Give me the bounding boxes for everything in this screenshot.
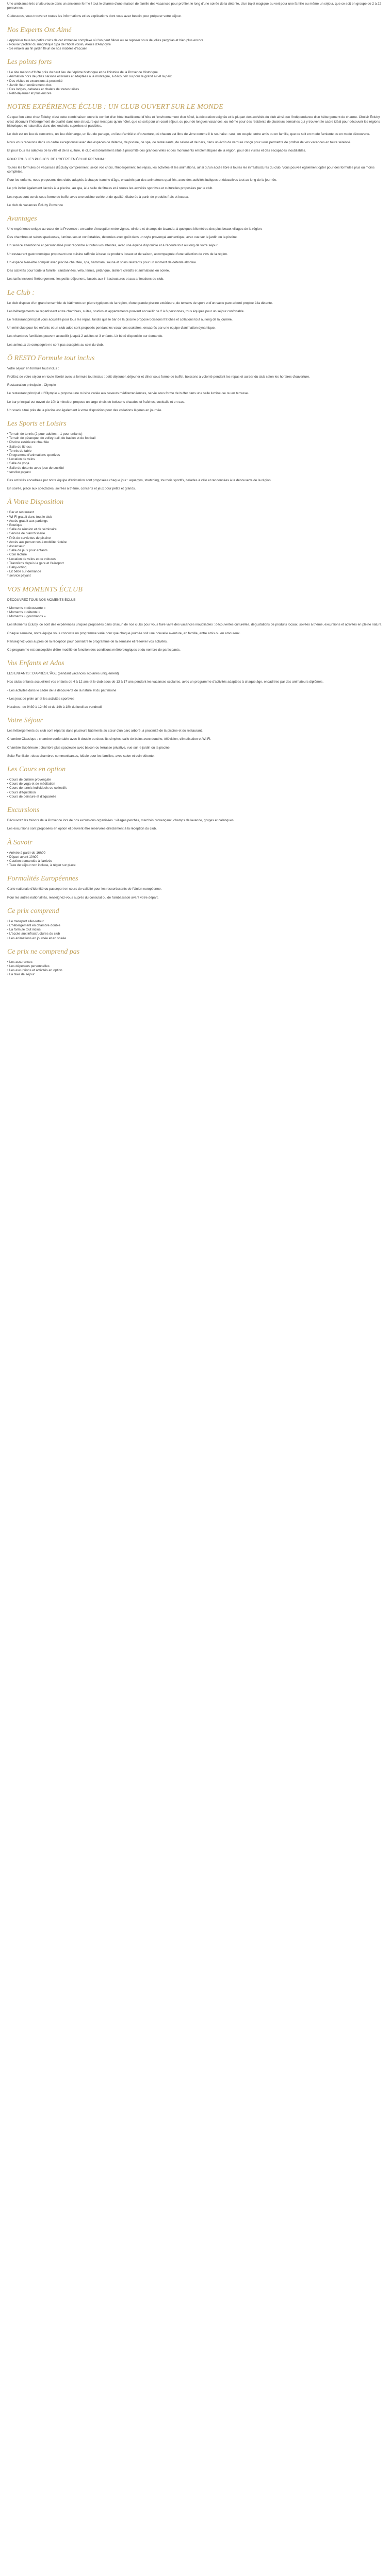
list-item: • Terrain de pétanque, de volley-ball, de basket et de football: [7, 436, 96, 440]
club-section: [7, 289, 384, 347]
list-item: • Location de vélos: [7, 457, 35, 462]
section-title: À Savoir: [7, 838, 32, 846]
paragraph: Suite Familiale : deux chambres communicantes, idéale pour les familles, avec salon et coin détente.: [7, 754, 155, 758]
points-forts-section: [7, 58, 384, 96]
paragraph: Les excursions sont proposées en option et peuvent être réservées directement à la réception du club.: [7, 827, 157, 831]
section-title: Votre Séjour: [7, 717, 43, 725]
paragraph: DÉCOUVREZ TOUS NOS MOMENTS ÉCLUB: [7, 598, 76, 602]
list-item: • La taxe de séjour: [7, 973, 35, 977]
points-forts-list: [7, 71, 384, 96]
paragraph: Un mini-club pour les enfants et un club ados sont proposés pendant les vacances scolaires, encadrés par une équipe d'animation dynamique.: [7, 326, 216, 330]
list-item: * service payant: [7, 574, 31, 578]
paragraph: Horaires : de 9h30 à 12h30 et de 14h à 18h du lundi au vendredi: [7, 705, 102, 709]
paragraph: Les chambres familiales peuvent accueillir jusqu'à 2 adultes et 3 enfants. Lit bébé disponible sur demande.: [7, 334, 164, 338]
paragraph: Les hébergements se répartissent entre chambres, suites, studios et appartements pouvant accueillir de 2 à 6 personnes, tous équipés pour un séjour confortable.: [7, 309, 245, 313]
comprend-list: [7, 920, 384, 941]
list-item: • Les excursions et activités en option: [7, 969, 62, 973]
disposition-section: [7, 498, 384, 578]
list-item: • Accès aux personnes à mobilité réduite: [7, 540, 67, 544]
paragraph: Ce programme est susceptible d'être modifié en fonction des conditions météorologiques et du nombre de participants.: [7, 648, 181, 652]
section-title: Ce prix comprend: [7, 907, 59, 915]
formalites-section: [7, 875, 384, 900]
list-item: • Cours de cuisine provençale: [7, 778, 51, 782]
paragraph: Les hébergements du club sont répartis dans plusieurs bâtiments au cœur d'un parc arboré, à proximité de la piscine et du restaurant.: [7, 729, 203, 733]
list-item: • Wi-Fi gratuit dans tout le club: [7, 515, 52, 519]
section-title: Les Cours en option: [7, 766, 66, 774]
section-title: Vos Enfants et Ados: [7, 659, 64, 668]
list-item: • Terrain de tennis (2 pour adultes – 1 pour enfants): [7, 432, 83, 436]
list-item: • Bar et restaurant: [7, 511, 34, 515]
section-title: Avantages: [7, 215, 37, 223]
paragraph: Votre séjour en formule tout inclus :: [7, 366, 59, 370]
paragraph: Découvrez les trésors de la Provence lors de nos excursions organisées : villages perchés, marchés provençaux, champs de lavande, gorges et calanques.: [7, 819, 235, 823]
list-item: • Service de blanchisserie: [7, 532, 45, 536]
paragraph: Renseignez-vous auprès de la réception pour connaître le programme de la semaine et réserver vos activités.: [7, 639, 168, 643]
list-item: • Tennis de table: [7, 449, 31, 453]
sports-list: [7, 432, 384, 474]
section-title: Formalités Européennes: [7, 875, 78, 883]
section-title: À Votre Disposition: [7, 498, 64, 506]
paragraph: Le club est un lieu de rencontre, un lieu d'échange, un lieu de partage, un lieu d'amitié et d'ouverture, où chacun est libre de vivre comme il le souhaite : seul, en couple, entre amis ou en famille, que ce soit en mode farniente ou en mode découverte.: [7, 132, 370, 137]
savoir-list: [7, 851, 384, 868]
sports-section: [7, 420, 384, 491]
paragraph: Des activités pour toute la famille : randonnées, vélo, tennis, pétanque, ateliers créatifs et animations en soirée.: [7, 269, 170, 273]
list-item: • Départ avant 10h00: [7, 855, 39, 859]
moments-list: [7, 606, 384, 619]
paragraph: Carte nationale d'identité ou passeport en cours de validité pour les ressortissants de l'Union européenne.: [7, 887, 162, 891]
list-item: • Arrivée à partir de 16h00: [7, 851, 45, 855]
ne-comprend-section: [7, 948, 384, 977]
list-item: • Moments « détente »: [7, 611, 41, 615]
list-item: • Transferts depuis la gare et l'aéroport: [7, 561, 64, 565]
list-item: • Cours de peinture et d'aquarelle: [7, 794, 56, 799]
disposition-list: [7, 511, 384, 578]
list-item: • Ascenseur: [7, 545, 25, 548]
list-item: • Taxe de séjour non incluse, à régler sur place: [7, 863, 76, 868]
paragraph: Les repas sont servis sous forme de buffet avec une cuisine variée et de qualité, élaborée à partir de produits frais et locaux.: [7, 195, 189, 199]
ne-comprend-list: [7, 960, 384, 977]
list-item: • Apprécier tous les petits coins de cet immense complexe où l'on peut flâner ou se reposer sous de jolies pergolas et bien plus encore: [7, 38, 204, 42]
enfants-section: [7, 659, 384, 709]
list-item: • Salle de détente avec jeux de société: [7, 466, 64, 470]
section-title: Ce prix ne comprend pas: [7, 947, 80, 956]
intro-paragraph: Une ambiance très chaleureuse dans un ancienne ferme ! tout le charme d'une maison de famille des vacances pour profiter, le long d'une soirée de la détente, d'un trajet magique au vert pour une famille ou même un séjour, que ce soit en groupe de 2 à 22 personnes.: [7, 2, 382, 10]
list-item: • Baby-sitting: [7, 566, 27, 570]
list-item: • Cours d'équitation: [7, 790, 36, 794]
formule-section: [7, 354, 384, 413]
paragraph: Le restaurant principal « l'Olympie » propose une cuisine variée aux saveurs méditerranéennes, servie sous forme de buffet dans une salle lumineuse ou en terrasse.: [7, 392, 249, 396]
list-item: • Prêt de serviettes de piscine: [7, 536, 51, 540]
paragraph: Un espace bien-être complet avec piscine chauffée, spa, hammam, sauna et soins relaxants pour un moment de détente absolue.: [7, 260, 197, 264]
list-item: • Programme d'animations sportives: [7, 453, 60, 457]
paragraph: Un service attentionné et personnalisé pour répondre à toutes vos attentes, avec une équipe disponible et à l'écoute tout au long de votre séjour.: [7, 244, 219, 248]
paragraph: En soirée, place aux spectacles, soirées à thème, concerts et jeux pour petits et grands.: [7, 487, 136, 491]
paragraph: Le club dispose d'un grand ensemble de bâtiments en pierre typiques de la région, d'une grande piscine extérieure, de terrains de sport et d'un vaste parc arboré propice à la détente.: [7, 301, 273, 305]
list-item: • Pouvoir profiter du magnifique Spa de l'hôtel voisin, Aïeuls d'Ampoyre: [7, 42, 111, 46]
sejour-section: [7, 717, 384, 758]
paragraph: Nous vous recevons dans un cadre exceptionnel avec des espaces de détente, de piscine, de spa, de restaurants, de salons et de bars, dans un écrin de verdure conçu pour vous permettre de profiter de vos vacances en toute sérénité.: [7, 141, 351, 145]
paragraph: Chambre Supérieure : chambre plus spacieuse avec balcon ou terrasse privative, vue sur le jardin ou la piscine.: [7, 745, 171, 750]
list-item: • Coin lecture: [7, 553, 27, 557]
section-title: Les points forts: [7, 58, 52, 66]
section-title: Excursions: [7, 806, 40, 815]
list-item: • Petit-déjeuner et plus encore: [7, 92, 52, 96]
paragraph: Les Moments Écluby, ce sont des expériences uniques proposées dans chacun de nos clubs pour vous faire vivre des vacances inoubliables : découvertes culturelles, dégustations de produits locaux, soirées à thème, excursions et activités en pleine nature.: [7, 623, 383, 627]
list-item: • Cours de yoga et de méditation: [7, 782, 55, 786]
paragraph: Des activités encadrées par notre équipe d'animation sont proposées chaque jour : aquagym, stretching, tournois sportifs, balades à vélo et randonnées à la découverte de la région.: [7, 478, 272, 482]
moments-section: [7, 586, 384, 653]
paragraph: Un snack situé près de la piscine est également à votre disposition pour des collations légères en journée.: [7, 408, 162, 412]
paragraph: Nos clubs enfants accueillent vos enfants de 4 à 12 ans et le club ados de 13 à 17 ans pendant les vacances scolaires, avec un programme d'activités adaptées à chaque âge, encadrées par des animateurs diplômés.: [7, 680, 323, 684]
paragraph: Restauration principale - Olympie: [7, 383, 56, 387]
list-item: • Salle de jeux pour enfants: [7, 549, 47, 553]
section-title: Ô RESTO Formule tout inclus: [7, 354, 95, 362]
excursions-section: [7, 806, 384, 831]
list-item: POUR TOUS LES PUBLICS. DE L'OFFRE EN ÉCLUB PREMIUM !: [7, 157, 106, 161]
list-item: • Boutique: [7, 523, 23, 527]
paragraph: Le prix inclut également l'accès à la piscine, au spa, à la salle de fitness et à toutes les activités sportives et culturelles proposées par le club.: [7, 187, 214, 191]
cours-list: [7, 778, 384, 799]
list-item: * service payant: [7, 470, 31, 474]
list-item: • Salle de réunion et de séminaire: [7, 528, 57, 532]
list-item: • Se relaxer au fin jardin fleuri de nos mobiles d'accueil: [7, 47, 87, 51]
section-title: Le Club :: [7, 289, 35, 297]
list-item: • Piscine extérieure chauffée: [7, 440, 49, 445]
list-item: • Des lodges, cabanes et chalets de toutes tailles: [7, 88, 79, 92]
paragraph: Chambre Classique : chambre confortable avec lit double ou deux lits simples, salle de bains avec douche, télévision, climatisation et Wi-Fi.: [7, 737, 211, 741]
paragraph: Et pour tous les adeptes de la ville et de la culture, le club est idéalement situé à proximité des grandes villes et des monuments emblématiques de la région, pour des visites et des escapades inoubliables.: [7, 149, 306, 153]
avantages-section: [7, 215, 384, 281]
experts-list: [7, 39, 384, 52]
intro-section: [7, 2, 384, 19]
list-item: • Animation hors de jolies saisons estivales et adaptées à la montagne, à découvrir ou pour le grand air et la paix: [7, 75, 172, 79]
paragraph: Ce que l'on aime chez Écluby, c'est cette combinaison entre le confort d'un hôtel traditionnel d'hôte et l'environnement d'un hôtel, la décoration soignée et la plupart des activités du club ainsi que l'indépendance d'un hébergement de charme. Choisir Écluby, c'est découvrir l'hébergement de qualité dans une structure qui n'est pas qu'un hôtel, que ce soit pour un court séjour, ou pour de longues vacances, ou même pour des résidents de plusieurs semaines qui y trouvent le cadre idéal pour découvrir les régions historiques et naturelles dans des endroits superbes et paisibles.: [7, 115, 381, 128]
paragraph: Les tarifs incluent l'hébergement, les petits-déjeuners, l'accès aux infrastructures et aux animations du club.: [7, 277, 165, 281]
cours-section: [7, 766, 384, 799]
list-item: • L'hébergement en chambre double: [7, 923, 60, 927]
list-item: • Lit bébé sur demande: [7, 570, 41, 574]
savoir-section: [7, 839, 384, 868]
paragraph: Pour les autres nationalités, renseignez-vous auprès du consulat ou de l'ambassade avant votre départ.: [7, 895, 159, 900]
paragraph: Le restaurant principal vous accueille pour tous les repas, tandis que le bar de la piscine propose boissons fraîches et collations tout au long de la journée.: [7, 317, 233, 321]
comprend-section: [7, 907, 384, 941]
list-item: • Des visites et excursions à proximité: [7, 79, 63, 83]
list-item: • Cours de tennis individuels ou collectifs: [7, 786, 67, 790]
list-item: • Les assurances: [7, 960, 32, 964]
paragraph: Chaque semaine, notre équipe vous concocte un programme varié pour que chaque journée soit une nouvelle aventure, en famille, entre amis ou en amoureux.: [7, 631, 241, 635]
section-title: Nos Experts Ont Aimé: [7, 26, 72, 34]
list-item: • Accès gratuit aux parkings: [7, 519, 48, 523]
paragraph: • Les jeux de plein air et les activités sportives: [7, 697, 75, 701]
list-item: • La formule tout inclus: [7, 928, 41, 932]
notre-experience-section: [7, 103, 384, 208]
paragraph: Profitez de votre séjour en toute liberté avec la formule tout inclus : petit-déjeuner, déjeuner et dîner sous forme de buffet, boissons à volonté pendant les repas et au bar du club selon les horaires d'ouverture.: [7, 375, 310, 379]
experts-section: [7, 26, 384, 52]
list-item: • Moments « gourmands »: [7, 615, 46, 619]
list-item: • Le site maison d'Hôte près du haut lieu de l'Apôtre historique et de l'histoire de la Provence Historique: [7, 71, 158, 75]
section-title: VOS MOMENTS ÉCLUB: [7, 585, 83, 594]
paragraph: Une expérience unique au cœur de la Provence : un cadre d'exception entre vignes, oliviers et champs de lavande, à quelques kilomètres des plus beaux villages de la région.: [7, 227, 263, 231]
page: [0, 0, 391, 987]
paragraph: Toutes les formules de vacances d'Écluby comprennent, selon vos choix, l'hébergement, les repas, les activités et les animations, ainsi qu'un accès libre à toutes les infrastructures du club. Vous pouvez également opter pour des formules plus ou moins complètes.: [7, 165, 374, 174]
list-item: • Le transport aller-retour: [7, 919, 44, 923]
section-title: NOTRE EXPÉRIENCE ÉCLUB : UN CLUB OUVERT SUR LE MONDE: [7, 103, 223, 111]
paragraph: LES ENFANTS : D'APRÈS L'ÂGE (pendant vacances scolaires uniquement): [7, 672, 119, 676]
list-item: • Salle de yoga: [7, 462, 29, 466]
list-item: • Caution demandée à l'arrivée: [7, 859, 53, 863]
paragraph: Pour les enfants, nous proposons des clubs adaptés à chaque tranche d'âge, encadrés par des animateurs qualifiés, avec des activités ludiques et éducatives tout au long de la journée.: [7, 178, 278, 182]
paragraph: Des chambres et suites spacieuses, lumineuses et confortables, décorées avec goût dans un style provençal authentique, avec vue sur le jardin ou la piscine.: [7, 235, 238, 240]
paragraph: Le club de vacances Écluby Provence: [7, 203, 63, 207]
intro-paragraph: Ci-dessous, vous trouverez toutes les informations et les explications dont vous avez besoin pour préparer votre séjour.: [7, 14, 182, 19]
paragraph: Le bar principal est ouvert de 10h à minuit et propose un large choix de boissons chaudes et fraîches, cocktails et en-cas.: [7, 400, 185, 404]
paragraph: Un restaurant gastronomique proposant une cuisine raffinée à base de produits locaux et de saison, accompagnée d'une sélection de vins de la région.: [7, 252, 228, 256]
list-item: • Jardin fleuri entièrement clos: [7, 83, 52, 87]
list-item: • Location de vélos et de voitures: [7, 557, 56, 561]
list-item: • Les dépenses personnelles: [7, 964, 50, 968]
list-item: • L'accès aux infrastructures du club: [7, 932, 60, 936]
list-item: • Salle de fitness: [7, 445, 32, 449]
list-item: • Moments « découverte »: [7, 606, 46, 610]
list-item: • Les animations en journée et en soirée: [7, 936, 67, 940]
section-title: Les Sports et Loisirs: [7, 419, 67, 428]
paragraph: Les animaux de compagnie ne sont pas acceptés au sein du club.: [7, 343, 104, 347]
paragraph: • Les activités dans le cadre de la découverte de la nature et du patrimoine: [7, 688, 117, 692]
notre-list: [7, 158, 384, 162]
